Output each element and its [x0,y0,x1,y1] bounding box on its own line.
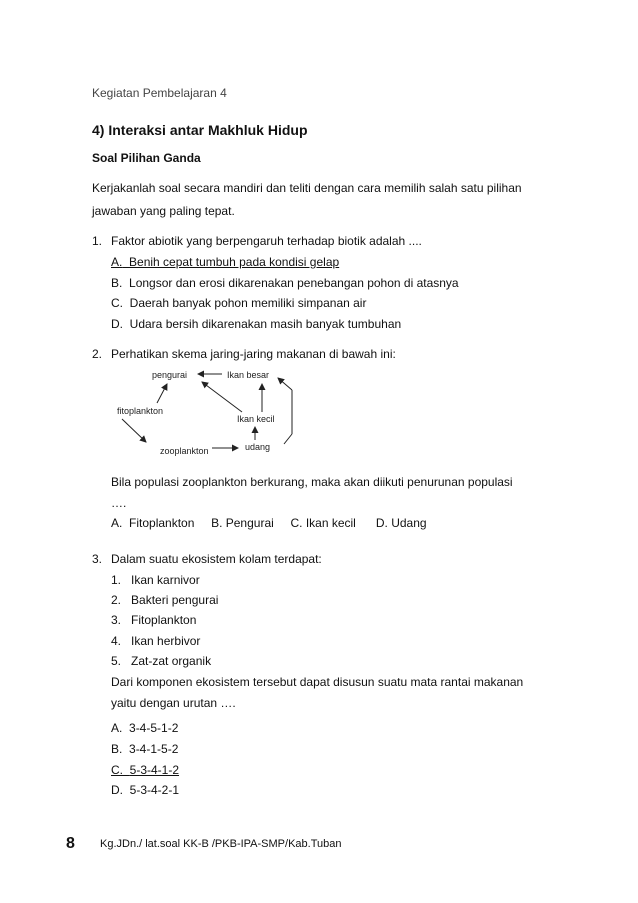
node-udang: udang [245,442,271,452]
q3-item-4-number: 4. [111,634,122,648]
q2-stem-line-2: …. [111,496,127,510]
footer-text: Kg.JDn./ lat.soal KK-B /PKB-IPA-SMP/Kab.Tuban [100,838,342,850]
node-fitoplankton: fitoplankton [117,406,164,416]
q2-number: 2. [92,347,103,361]
section-header: Kegiatan Pembelajaran 4 [92,86,227,100]
q2-option-b-letter: B. [211,516,223,530]
q1-option-c [111,296,366,310]
q1-option-a-text: Benih cepat tumbuh pada kondisi gelap [129,255,340,269]
line-udang-right [284,434,292,444]
q2-option-a-text: Fitoplankton [129,516,195,530]
q2-option-b [211,516,274,530]
node-pengurai: pengurai [152,370,188,380]
arrow-fitoplankton-to-pengurai [157,384,167,403]
q3-item-1 [111,573,200,587]
q3-item-2-text: Bakteri pengurai [131,593,219,607]
q3-item-3-text: Fitoplankton [131,613,197,627]
q3-option-a-letter: A. [111,721,123,735]
q3-item-4 [111,634,200,648]
node-zooplankton: zooplankton [160,446,209,456]
q3-item-2-number: 2. [111,593,122,607]
q3-option-d-text: 5-3-4-2-1 [129,783,180,797]
arrow-ikan-kecil-to-pengurai [202,382,242,412]
q1-option-d [111,317,401,331]
q1-option-b [111,276,459,290]
q2-option-c-text: Ikan kecil [305,516,356,530]
q2-option-a-letter: A. [111,516,123,530]
q3-item-3-number: 3. [111,613,122,627]
arrow-fitoplankton-to-zooplankton [122,419,146,442]
q3-option-d [111,783,179,797]
q1-option-d-text: Udara bersih dikarenakan masih banyak tumbuhan [129,317,402,331]
q2-option-c-letter: C. [290,516,303,530]
q3-number: 3. [92,552,103,566]
q1-option-a [111,255,339,269]
q2-option-d-letter: D. [375,516,388,530]
q3-text: Dalam suatu ekosistem kolam terdapat: [111,552,322,566]
q2-option-c [290,516,355,530]
q2-options [111,516,427,530]
q3-item-5-text: Zat-zat organik [131,654,212,668]
q3-option-a-text: 3-4-5-1-2 [129,721,179,735]
q3-option-b-text: 3-4-1-5-2 [129,742,179,756]
q2-option-a [111,516,194,530]
page-title: 4) Interaksi antar Makhluk Hidup [92,122,308,138]
instruction-line-2: jawaban yang paling tepat. [92,204,235,218]
food-web-diagram [112,362,332,462]
q3-item-1-number: 1. [111,573,122,587]
section-subtitle: Soal Pilihan Ganda [92,151,201,165]
instruction-line-1: Kerjakanlah soal secara mandiri dan teliti dengan cara memilih salah satu pilihan [92,181,522,195]
q2-option-d [376,516,427,530]
node-ikan-besar: Ikan besar [227,370,270,380]
q3-item-3 [111,613,196,627]
q1-option-a-letter: A. [111,255,123,269]
q1-text: Faktor abiotik yang berpengaruh terhadap biotik adalah .... [111,234,422,248]
q3-option-c [111,763,179,777]
q1-option-b-text: Longsor dan erosi dikarenakan penebangan pohon di atasnya [129,276,459,290]
arrow-udang-to-ikan-besar [278,378,292,390]
q3-option-d-letter: D. [111,783,123,797]
q1-number: 1. [92,234,103,248]
q1-option-c-letter: C. [111,296,123,310]
node-ikan-kecil: Ikan kecil [237,414,275,424]
q1-option-c-text: Daerah banyak pohon memiliki simpanan air [129,296,367,310]
q1-option-b-letter: B. [111,276,123,290]
q2-stem-line-1: Bila populasi zooplankton berkurang, maka akan diikuti penurunan populasi [111,475,513,489]
q3-stem-line-1: Dari komponen ekosistem tersebut dapat disusun suatu mata rantai makanan [111,675,524,689]
q2-option-d-text: Udang [391,516,427,530]
q3-stem-line-2: yaitu dengan urutan …. [111,696,236,710]
page-number: 8 [66,835,75,852]
q3-item-2 [111,593,218,607]
q3-item-5 [111,654,211,668]
q2-text: Perhatikan skema jaring-jaring makanan di bawah ini: [111,347,396,361]
q3-option-a [111,721,178,735]
q2-option-b-text: Pengurai [225,516,274,530]
q3-option-b [111,742,178,756]
q3-item-5-number: 5. [111,654,122,668]
q3-item-1-text: Ikan karnivor [131,573,200,587]
q3-option-b-letter: B. [111,742,123,756]
q3-option-c-text: 5-3-4-1-2 [129,763,180,777]
q1-option-d-letter: D. [111,317,123,331]
q3-item-4-text: Ikan herbivor [131,634,201,648]
q3-option-c-letter: C. [111,763,123,777]
